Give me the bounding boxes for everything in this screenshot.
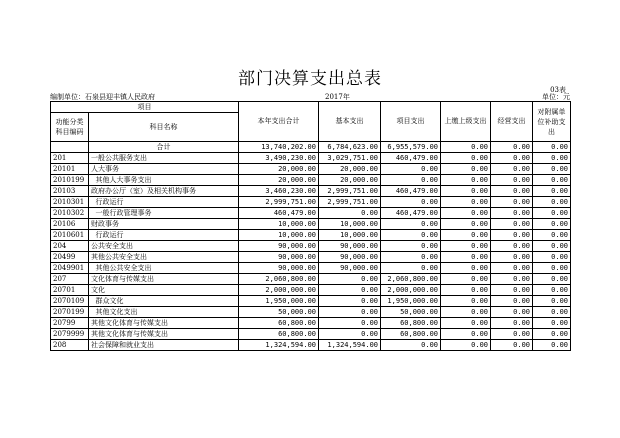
cell-code: 208 (51, 340, 89, 351)
cell-upper: 0.00 (441, 142, 491, 153)
cell-code: 204 (51, 241, 89, 252)
cell-code: 2010301 (51, 197, 89, 208)
cell-upper: 0.00 (441, 230, 491, 241)
reporting-unit: 编制单位：石泉县迎丰镇人民政府 (50, 93, 155, 101)
cell-project: 460,479.00 (381, 186, 441, 197)
expenditure-table (50, 101, 571, 351)
header-business: 经营支出 (491, 102, 533, 142)
cell-code: 207 (51, 274, 89, 285)
header-project-exp: 项目支出 (381, 102, 441, 142)
page-title: 部门决算支出总表 (238, 69, 382, 89)
cell-business: 0.00 (491, 208, 533, 219)
cell-subsidy: 0.00 (533, 230, 571, 241)
cell-total: 90,000.00 (239, 252, 319, 263)
cell-business: 0.00 (491, 164, 533, 175)
cell-project: 2,000,000.00 (381, 285, 441, 296)
table-row (51, 241, 571, 252)
cell-upper: 0.00 (441, 186, 491, 197)
cell-business: 0.00 (491, 263, 533, 274)
table-row (51, 252, 571, 263)
cell-basic: 6,784,623.00 (319, 142, 381, 153)
cell-project: 50,000.00 (381, 307, 441, 318)
table-row (51, 164, 571, 175)
cell-subject: 其他人大事务支出 (89, 175, 239, 186)
cell-project: 0.00 (381, 241, 441, 252)
header-subsidy: 对附属单位补助支出 (533, 102, 571, 142)
cell-basic: 10,000.00 (319, 230, 381, 241)
cell-total: 60,800.00 (239, 329, 319, 340)
cell-code: 201 (51, 153, 89, 164)
table-row (51, 329, 571, 340)
cell-subject: 社会保障和就业支出 (89, 340, 239, 351)
cell-total: 1,950,000.00 (239, 296, 319, 307)
cell-basic: 20,000.00 (319, 175, 381, 186)
cell-business: 0.00 (491, 175, 533, 186)
cell-code: 2010199 (51, 175, 89, 186)
cell-code: 20499 (51, 252, 89, 263)
cell-subsidy: 0.00 (533, 208, 571, 219)
cell-subsidy: 0.00 (533, 142, 571, 153)
header-total: 本年支出合计 (239, 102, 319, 142)
cell-code: 20103 (51, 186, 89, 197)
cell-project: 0.00 (381, 197, 441, 208)
cell-upper: 0.00 (441, 241, 491, 252)
cell-basic: 0.00 (319, 296, 381, 307)
table-row (51, 219, 571, 230)
cell-subsidy: 0.00 (533, 241, 571, 252)
cell-total: 460,479.00 (239, 208, 319, 219)
cell-code (51, 142, 89, 153)
cell-subsidy: 0.00 (533, 274, 571, 285)
cell-upper: 0.00 (441, 285, 491, 296)
cell-business: 0.00 (491, 142, 533, 153)
cell-total: 90,000.00 (239, 241, 319, 252)
cell-subject: 人大事务 (89, 164, 239, 175)
cell-total: 2,000,000.00 (239, 285, 319, 296)
cell-upper: 0.00 (441, 153, 491, 164)
cell-upper: 0.00 (441, 219, 491, 230)
cell-project: 60,800.00 (381, 318, 441, 329)
cell-upper: 0.00 (441, 340, 491, 351)
table-row (51, 197, 571, 208)
table-row (51, 263, 571, 274)
cell-subsidy: 0.00 (533, 252, 571, 263)
cell-business: 0.00 (491, 186, 533, 197)
cell-subsidy: 0.00 (533, 329, 571, 340)
cell-total: 3,490,230.00 (239, 153, 319, 164)
cell-subsidy: 0.00 (533, 318, 571, 329)
cell-code: 20106 (51, 219, 89, 230)
cell-subject: 行政运行 (89, 197, 239, 208)
cell-project: 0.00 (381, 252, 441, 263)
cell-total: 20,000.00 (239, 175, 319, 186)
cell-subject: 其他文化体育与传媒支出 (89, 329, 239, 340)
cell-upper: 0.00 (441, 197, 491, 208)
cell-code: 20799 (51, 318, 89, 329)
cell-upper: 0.00 (441, 263, 491, 274)
cell-subsidy: 0.00 (533, 219, 571, 230)
cell-total: 2,060,800.00 (239, 274, 319, 285)
cell-upper: 0.00 (441, 175, 491, 186)
cell-subsidy: 0.00 (533, 296, 571, 307)
cell-upper: 0.00 (441, 274, 491, 285)
cell-business: 0.00 (491, 219, 533, 230)
cell-project: 460,479.00 (381, 153, 441, 164)
cell-subsidy: 0.00 (533, 263, 571, 274)
cell-business: 0.00 (491, 197, 533, 208)
cell-total: 10,000.00 (239, 230, 319, 241)
cell-total: 60,800.00 (239, 318, 319, 329)
cell-upper: 0.00 (441, 252, 491, 263)
cell-basic: 3,029,751.00 (319, 153, 381, 164)
cell-business: 0.00 (491, 241, 533, 252)
cell-basic: 2,999,751.00 (319, 186, 381, 197)
cell-subject: 其他公共安全支出 (89, 252, 239, 263)
cell-code: 20701 (51, 285, 89, 296)
cell-upper: 0.00 (441, 164, 491, 175)
cell-basic: 90,000.00 (319, 263, 381, 274)
cell-total: 1,324,594.00 (239, 340, 319, 351)
header-project: 项目 (51, 102, 239, 113)
cell-upper: 0.00 (441, 329, 491, 340)
cell-subject: 财政事务 (89, 219, 239, 230)
cell-subject: 群众文化 (89, 296, 239, 307)
cell-subject: 其他公共安全支出 (89, 263, 239, 274)
cell-project: 0.00 (381, 340, 441, 351)
cell-project: 460,479.00 (381, 208, 441, 219)
cell-subsidy: 0.00 (533, 164, 571, 175)
cell-basic: 0.00 (319, 307, 381, 318)
cell-subject: 行政运行 (89, 230, 239, 241)
cell-basic: 1,324,594.00 (319, 340, 381, 351)
cell-project: 2,060,800.00 (381, 274, 441, 285)
cell-total: 50,000.00 (239, 307, 319, 318)
header-upper: 上缴上级支出 (441, 102, 491, 142)
cell-project: 0.00 (381, 164, 441, 175)
cell-project: 60,800.00 (381, 329, 441, 340)
table-row (51, 142, 571, 153)
cell-business: 0.00 (491, 340, 533, 351)
header-subject-name: 科目名称 (89, 113, 239, 142)
table-row (51, 153, 571, 164)
cell-subsidy: 0.00 (533, 285, 571, 296)
cell-basic: 90,000.00 (319, 252, 381, 263)
cell-business: 0.00 (491, 274, 533, 285)
cell-subsidy: 0.00 (533, 307, 571, 318)
cell-project: 0.00 (381, 263, 441, 274)
cell-project: 0.00 (381, 175, 441, 186)
cell-project: 6,955,579.00 (381, 142, 441, 153)
cell-basic: 20,000.00 (319, 164, 381, 175)
money-unit: 单位：元 (542, 93, 570, 101)
cell-basic: 0.00 (319, 329, 381, 340)
cell-subsidy: 0.00 (533, 186, 571, 197)
cell-total: 13,740,202.00 (239, 142, 319, 153)
cell-code: 2010302 (51, 208, 89, 219)
cell-business: 0.00 (491, 153, 533, 164)
cell-total: 20,000.00 (239, 164, 319, 175)
cell-code: 20101 (51, 164, 89, 175)
cell-business: 0.00 (491, 296, 533, 307)
table-row (51, 230, 571, 241)
report-year: 2017年 (325, 93, 350, 101)
cell-basic: 0.00 (319, 285, 381, 296)
cell-upper: 0.00 (441, 296, 491, 307)
cell-upper: 0.00 (441, 208, 491, 219)
cell-total: 10,000.00 (239, 219, 319, 230)
cell-project: 0.00 (381, 219, 441, 230)
cell-total: 90,000.00 (239, 263, 319, 274)
cell-subject: 一般公共服务支出 (89, 153, 239, 164)
cell-subject: 一般行政管理事务 (89, 208, 239, 219)
cell-subject: 政府办公厅（室）及相关机构事务 (89, 186, 239, 197)
cell-code: 2010601 (51, 230, 89, 241)
cell-total: 3,460,230.00 (239, 186, 319, 197)
cell-subject: 公共安全支出 (89, 241, 239, 252)
cell-subject: 文化 (89, 285, 239, 296)
cell-upper: 0.00 (441, 307, 491, 318)
table-row (51, 318, 571, 329)
table-row (51, 186, 571, 197)
table-row (51, 175, 571, 186)
cell-code: 2079999 (51, 329, 89, 340)
cell-subject: 其他文化支出 (89, 307, 239, 318)
table-row (51, 285, 571, 296)
cell-basic: 10,000.00 (319, 219, 381, 230)
table-row (51, 208, 571, 219)
cell-basic: 90,000.00 (319, 241, 381, 252)
form-number: 03表 (550, 86, 566, 94)
cell-basic: 0.00 (319, 274, 381, 285)
cell-business: 0.00 (491, 307, 533, 318)
cell-basic: 0.00 (319, 318, 381, 329)
cell-basic: 2,999,751.00 (319, 197, 381, 208)
report-meta (50, 92, 570, 101)
cell-business: 0.00 (491, 329, 533, 340)
cell-subsidy: 0.00 (533, 197, 571, 208)
cell-code: 2049901 (51, 263, 89, 274)
header-basic: 基本支出 (319, 102, 381, 142)
cell-subject: 合计 (89, 142, 239, 153)
cell-code: 2070199 (51, 307, 89, 318)
cell-subsidy: 0.00 (533, 153, 571, 164)
table-row (51, 307, 571, 318)
table-row (51, 274, 571, 285)
cell-business: 0.00 (491, 285, 533, 296)
cell-upper: 0.00 (441, 318, 491, 329)
cell-business: 0.00 (491, 252, 533, 263)
cell-subject: 文化体育与传媒支出 (89, 274, 239, 285)
cell-project: 1,950,000.00 (381, 296, 441, 307)
cell-business: 0.00 (491, 318, 533, 329)
table-row (51, 340, 571, 351)
cell-subsidy: 0.00 (533, 175, 571, 186)
cell-subsidy: 0.00 (533, 340, 571, 351)
cell-code: 2070109 (51, 296, 89, 307)
table-row (51, 296, 571, 307)
cell-basic: 0.00 (319, 208, 381, 219)
cell-subject: 其他文化体育与传媒支出 (89, 318, 239, 329)
header-func-code: 功能分类科目编码 (51, 113, 89, 142)
cell-total: 2,999,751.00 (239, 197, 319, 208)
cell-project: 0.00 (381, 230, 441, 241)
cell-business: 0.00 (491, 230, 533, 241)
